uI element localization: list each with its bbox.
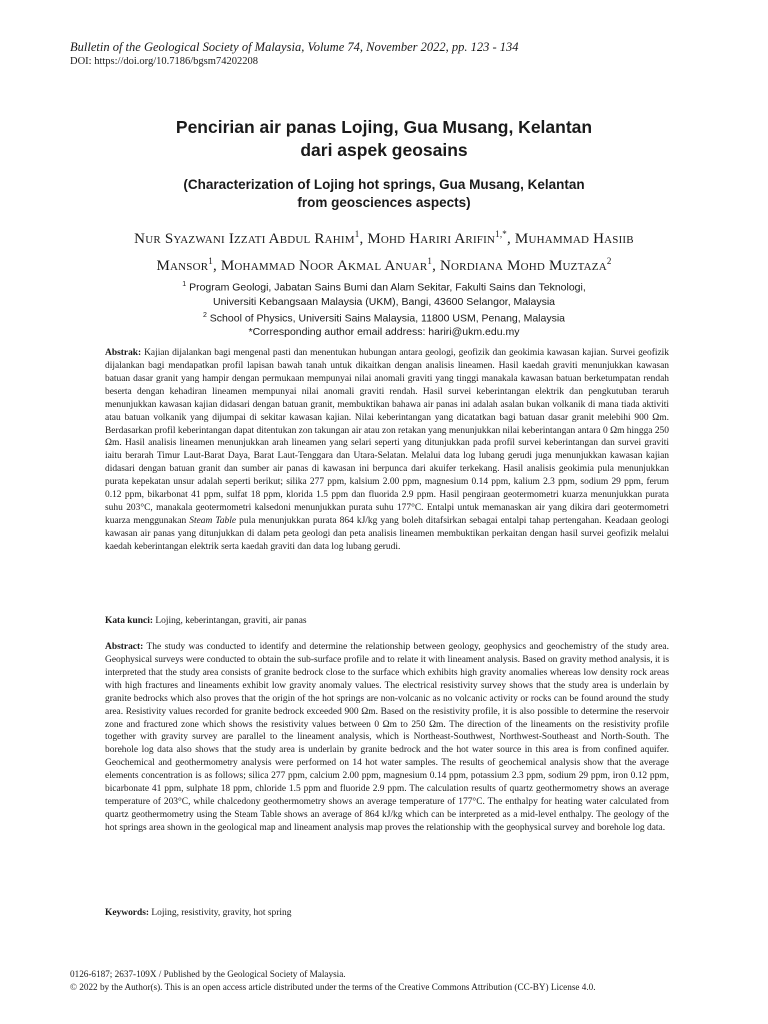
kata-kunci-text: Lojing, keberintangan, graviti, air panas — [155, 616, 307, 626]
keywords-label: Keywords: — [105, 908, 150, 918]
author-affil-sup: 1 — [208, 256, 213, 266]
affiliation-sup: 1 — [182, 281, 187, 288]
affiliation-line: Universiti Kebangsaan Malaysia (UKM), Bangi, 43600 Selangor, Malaysia — [212, 295, 555, 308]
author-list — [70, 223, 698, 277]
issn-line: 0126-6187; 2637-109X / Published by the Geological Society of Malaysia. — [70, 969, 346, 979]
abstract-label: Abstract: — [105, 642, 144, 652]
title-block — [70, 116, 698, 212]
keywords — [105, 907, 669, 920]
keywords-text: Lojing, resistivity, gravity, hot spring — [151, 908, 292, 918]
paper-title-line-2: dari aspek geosains — [300, 140, 468, 160]
abstrak-paragraph — [105, 347, 669, 554]
running-header — [70, 40, 690, 69]
affiliation-line: $^1$ Program Geologi, Jabatan Sains Bumi dan Alam Sekitar, Fakulti Sains dan Teknologi, — [182, 281, 586, 294]
abstrak-italic-term: Steam Table — [189, 515, 237, 526]
author-name: Nur Syazwani Izzati Abdul Rahim — [134, 231, 355, 247]
paper-subtitle-line-1: (Characterization of Lojing hot springs, Gua Musang, Kelantan — [183, 177, 585, 192]
corresponding-author: *Corresponding author email address: hariri@ukm.edu.my — [248, 326, 520, 338]
affiliation-sup: 2 — [202, 311, 207, 319]
paper-subtitle — [70, 176, 698, 212]
author-name: Nordiana Mohd Muztaza — [439, 258, 607, 274]
doi-link[interactable]: DOI: https://doi.org/10.7186/bgsm74202208 — [70, 56, 258, 67]
author-name: Mansor — [156, 258, 209, 274]
journal-citation: Bulletin of the Geological Society of Malaysia, Volume 74, November 2022, pp. 123 - 134 — [70, 40, 519, 54]
author-affil-sup: 1 — [354, 229, 360, 239]
abstrak-label: Abstrak: — [105, 348, 142, 358]
author-name: Mohammad Noor Akmal Anuar — [220, 258, 428, 274]
abstract-text: The study was conducted to identify and determine the relationship between geology, geophysics and geochemistry of the study area. Geophysical surveys were conducted to obtain the sub-surface profile and to relate it with lineament analysis. Based on gravity method analysis, it is interpreted that the study area consists of granite bedrock close to the surface which exhibits high gravity anomalies whereas low density rock areas with high fractures and lineaments exhibit low gravity anomaly values. The electrical resistivity survey shows that the study area is underlain by granite bedrocks which also proves that the origin of the hot springs are non-volcanic as no volcanic activity or rocks can be found around the study area. Resistivity values recorded for granite bedrock exceeded 900 Ωm. Based on the resistivity profile, it is also possible to determine the reservoir zone and fractured zone which shows the resistivity values between 0 Ωm to 250 Ωm. The direction of the lineaments on the resistivity profile together with gravity survey are parallel to the lineament analysis, which is Northeast-Southwest, Northwest-Southeast and North-South. The borehole log data also shows that the study area is underlain by granite bedrock and the hot water source in this area is from confined aquifer. Geochemical and geothermometry analysis were performed on 14 hot water samples. The results of geochemical analysis show that the average elements concentration is as follows; silica 277 ppm, calcium 2.00 ppm, magnesium 0.14 ppm, potassium 2.3 ppm, sodium 29 ppm, iron 0.12 ppm, bicarbonate 41 ppm, sulphate 18 ppm, chloride 1.5 ppm and fluoride 2.9 ppm. The calculation results of quartz geothermometry shows an average temperature of 203°C, while chalcedony geothermometry shows an average temperature of 177°C. The enthalpy for heating water calculated from quartz geothermometry using the Steam Table shows an average of 864 kJ/kg which can be interpreted as a mid-level enthalpy. The geology of the hot springs area shown in the geological map and lineament analysis map proves the relationship with the geophysical survey and borehole log data. — [105, 642, 669, 833]
page-footer — [70, 968, 710, 993]
abstrak-text: Kajian dijalankan bagi mengenal pasti dan menentukan hubungan antara geologi, geofizik dan geokimia kawasan kajian. Survei geofizik dijalankan bagi mendapatkan profil lapisan bawah tanah untuk dikaitkan dengan analisis lineamen. Hasil kaedah graviti menunjukkan kawasan batuan dasar granit yang hampir dengan permukaan mempunyai nilai anomali graviti yang tinggi manakala kawasan batuan berketumpatan rendah beserta dengan kehadiran lineamen mempunyai nilai anomali graviti rendah. Hasil survei keberintangan elektrik dan pengkutuban teraruh menunjukkan kawasan kajian didasari dengan batuan granit, membuktikan bahawa air panas ini adalah asalan bukan volkanik di mana tiada aktiviti atau batuan volkanik yang dijumpai di sekitar kawasan kajian. Nilai keberintangan yang dicatatkan bagi batuan dasar granit melebihi 900 Ωm. Berdasarkan profil keberintangan dapat ditentukan zon takungan air atau zon retakan yang menunjukkan nilai keberintangan antara 0 Ωm hingga 250 Ωm. Hasil analisis lineamen menunjukkan arah lineamen yang selari seperti yang ditunjukkan pada profil survei keberintangan dan survei graviti iaitu berarah Timur Laut-Barat Daya, Barat Laut-Tenggara dan Utara-Selatan. Melalui data log lubang gerudi juga menunjukkan kawasan kajian didasari dengan batuan granit dan sumber air panas di kawasan ini berpunca dari akuifer terkekang. Hasil analisis geokimia pula menunjukkan purata kepekatan unsur adalah seperti berikut; silika 277 ppm, kalsium 2.00 ppm, magnesium 0.14 ppm, kalium 2.3 ppm, sodium 29 ppm, ferum 0.12 ppm, bikarbonat 41 ppm, sulfat 18 ppm, klorida 1.5 ppm dan fluorida 2.9 ppm. Hasil pengiraan geotermometri kuarza menunjukkan purata suhu 203°C, manakala geotermometri kalsedoni menunjukkan purata suhu 177°C. Entalpi untuk memanaskan air yang dikira dari geotermometri kuarza menggunakan — [105, 348, 670, 526]
abstrak-text-continued: pula menunjukkan purata 864 kJ/kg yang boleh ditafsirkan sebagai entalpi tahap pertengahan. Keadaan geologi kawasan air panas yang ditunjukkan di dalam peta geologi dan peta analisis lineamen membuktikan perkaitan dengan hasil survei geofizik melalui kaedah keberintangan elektrik serta kaedah graviti dan data log lubang gerudi. — [105, 515, 669, 552]
author-affil-sup: 1 — [427, 256, 433, 266]
affiliation-line: $^2$ School of Physics, Universiti Sains Malaysia, 11800 USM, Penang, Malaysia — [202, 311, 566, 324]
kata-kunci — [105, 615, 669, 628]
author-name: Mohd Hariri Arifin — [367, 231, 496, 247]
author-line-1: Nur Syazwani Izzati Abdul Rahim$^1$, Mohd Hariri Arifin$^{1,*}$, Muhammad Hasiib — [134, 229, 634, 247]
abstract-paragraph — [105, 641, 669, 835]
affiliations — [70, 278, 698, 339]
author-line-2: Mansor$^1$, Mohammad Noor Akmal Anuar$^1$, Nordiana Mohd Muztaza$^2$ — [156, 256, 612, 274]
kata-kunci-label: Kata kunci: — [105, 616, 153, 626]
author-affil-sup: 2 — [606, 256, 612, 266]
paper-title-line-1: Pencirian air panas Lojing, Gua Musang, Kelantan — [175, 117, 593, 137]
paper-subtitle-line-2: from geosciences aspects) — [297, 195, 471, 210]
license-line: © 2022 by the Author(s). This is an open access article distributed under the terms of the Creative Commons Attribution (CC-BY) License 4.0. — [70, 981, 596, 992]
author-affil-sup: 1,* — [495, 229, 507, 239]
author-name: Muhammad Hasiib — [514, 231, 634, 247]
